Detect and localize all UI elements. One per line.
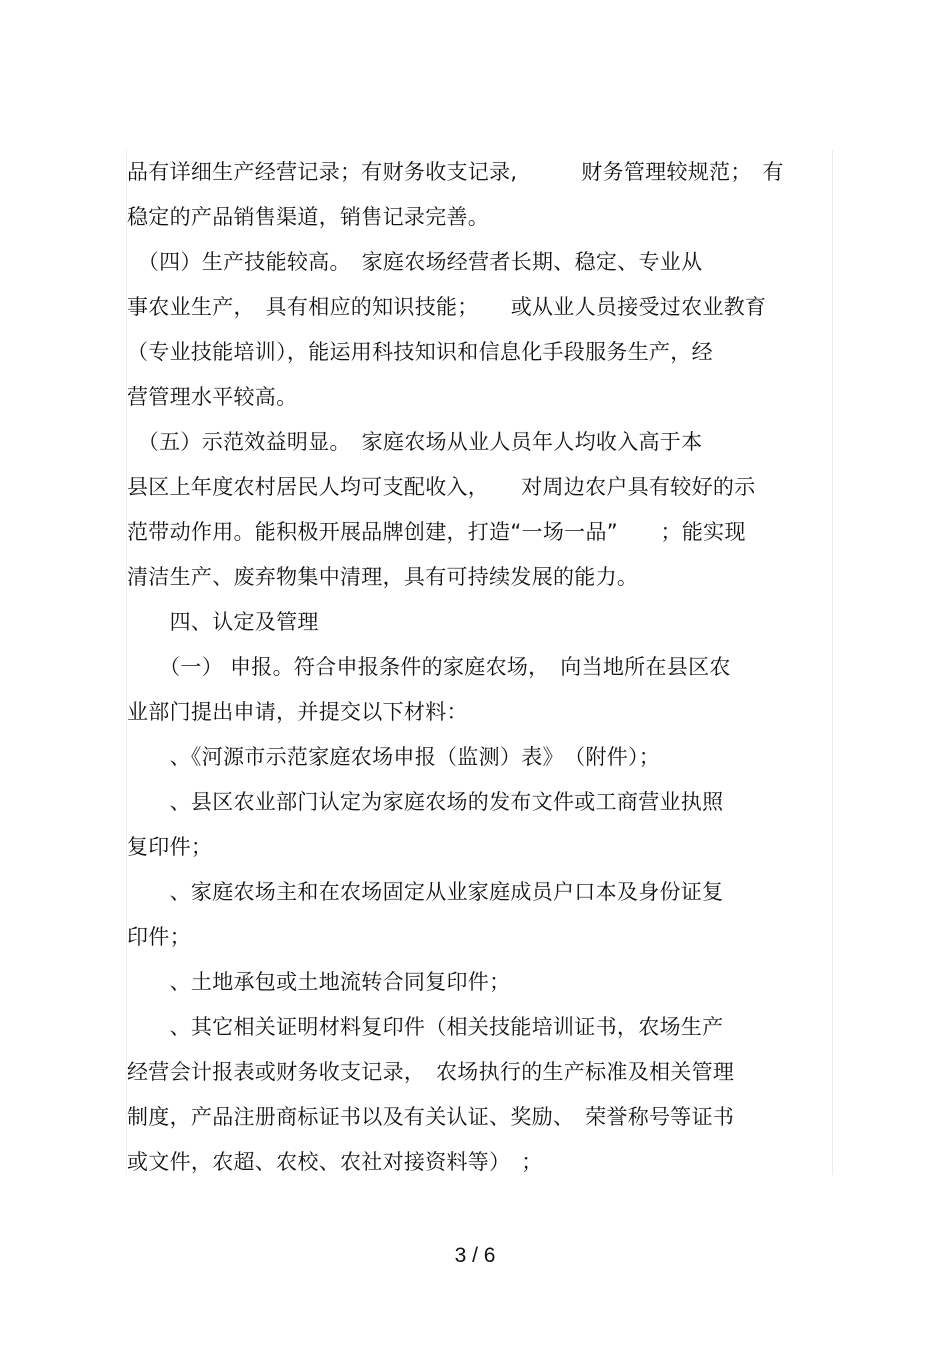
text-line: 制度，产品注册商标证书以及有关认证、奖励、 荣誉称号等证书 bbox=[127, 1105, 735, 1129]
list-item: 、《河源市示范家庭农场申报（监测）表》 （附件）； bbox=[127, 745, 661, 769]
page-number: 3 / 6 bbox=[454, 1244, 496, 1267]
text-line: 事农业生产， 具有相应的知识技能； 或从业人员接受过农业教育 bbox=[127, 295, 767, 319]
text-line: 复印件； bbox=[127, 835, 213, 859]
text-line: 或文件，农超、农校、农社对接资料等） ； bbox=[127, 1150, 543, 1174]
text-line: （五）示范效益明显。 家庭农场从业人员年人均收入高于本 bbox=[127, 430, 703, 454]
text-line: 稳定的产品销售渠道，销售记录完善。 bbox=[127, 205, 490, 229]
text-line: （一） 申报。符合申报条件的家庭农场， 向当地所在县区农 bbox=[127, 655, 731, 679]
text-line: 县区上年度农村居民人均可支配收入， 对周边农户具有较好的示 bbox=[127, 475, 756, 499]
text-line: 业部门提出申请，并提交以下材料： bbox=[127, 700, 468, 724]
text-line: 印件； bbox=[127, 925, 191, 949]
list-item: 、其它相关证明材料复印件（相关技能培训证书，农场生产 bbox=[127, 1015, 724, 1039]
page-border-right bbox=[832, 150, 833, 1175]
list-item: 、土地承包或土地流转合同复印件； bbox=[127, 970, 511, 994]
list-item: 、县区农业部门认定为家庭农场的发布文件或工商营业执照 bbox=[127, 790, 724, 814]
text-line: 清洁生产、废弃物集中清理，具有可持续发展的能力。 bbox=[127, 565, 639, 589]
text-line: 范带动作用。能积极开展品牌创建，打造“一场一品” ；能实现 bbox=[127, 520, 746, 544]
text-line: （四）生产技能较高。 家庭农场经营者长期、稳定、专业从 bbox=[127, 250, 703, 274]
list-item: 、家庭农场主和在农场固定从业家庭成员户口本及身份证复 bbox=[127, 880, 724, 904]
text-line: 品有详细生产经营记录；有财务收支记录, 财务管理较规范； 有 bbox=[127, 160, 784, 184]
section-heading: 四、认定及管理 bbox=[127, 610, 319, 634]
text-line: 营管理水平较高。 bbox=[127, 385, 298, 409]
text-line: 经营会计报表或财务收支记录， 农场执行的生产标准及相关管理 bbox=[127, 1060, 735, 1084]
text-line: （专业技能培训），能运用科技知识和信息化手段服务生产，经 bbox=[127, 340, 713, 364]
